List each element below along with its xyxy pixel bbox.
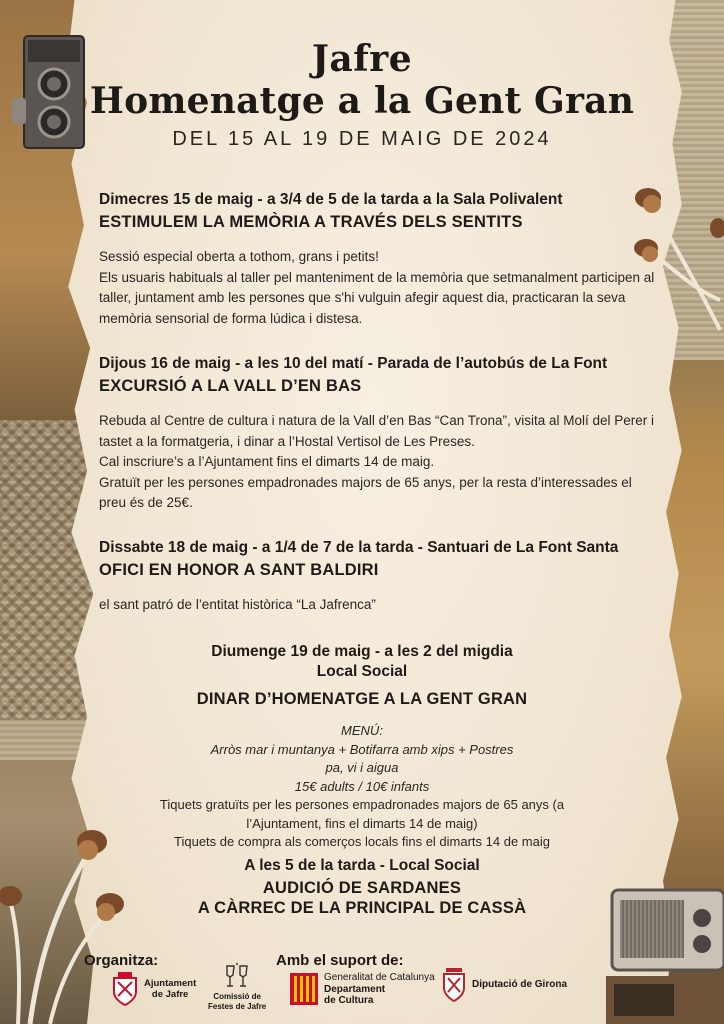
organitza-label: Organitza: [84,952,159,969]
diputacio-name: Diputació de Girona [472,978,568,990]
logo-ajuntament [112,972,196,1006]
description-line: Gratuït per les persones empadronades majors de 65 anys, per la resta d’interessades el preu és de 25€. [99,474,632,510]
logo-comissio [208,962,266,1012]
event-title: EXCURSIÓ A LA VALL D’EN BAS [99,377,362,395]
logo-diputacio [442,966,567,1002]
ticket-info: Tiquets de compra als comerços locals fins el dimarts 14 de maig [174,834,550,849]
event-sardanes [0,856,724,918]
comissio-name: Comissió de Festes de Jafre [208,992,267,1011]
event-title: DINAR D’HOMENATGE A LA GENT GRAN [196,690,528,708]
lunch-menu [0,722,724,852]
event-title: OFICI EN HONOR A SANT BALDIRI [99,561,379,579]
generalitat-name: Generalitat de Catalunya Departament de Cultura [324,972,435,1006]
event-description [99,411,659,514]
description-line: el sant patró de l’entitat històrica “La Jafrenca” [99,597,376,612]
event-sunday [0,642,724,852]
ticket-info: Tiquets gratuïts per les persones empadronades majors de 65 anys (a [159,797,565,812]
event-title: A CÀRREC DE LA PRINCIPAL DE CASSÀ [197,899,527,917]
ticket-info: l’Ajuntament, fins el dimarts 14 de maig) [246,815,478,831]
event-title: AUDICIÓ DE SARDANES [262,879,462,897]
event-heading: Diumenge 19 de maig - a les 2 del migdia [211,643,513,660]
suport-label: Amb el suport de: [276,952,404,969]
menu-drinks: pa, vi i aigua [325,760,399,775]
event-wednesday [99,190,659,329]
menu-dishes: Arròs mar i muntanya + Botifarra amb xips + Postres [210,741,514,757]
generalitat-flag-icon [290,973,318,1005]
event-description [99,595,659,616]
page-title-town: Jafre [311,38,413,80]
event-location: Local Social [316,663,408,680]
event-dates: DEL 15 AL 19 DE MAIG DE 2024 [172,128,552,150]
ajuntament-shield-icon [112,972,138,1006]
menu-price: 15€ adults / 10€ infants [294,778,430,794]
description-line: Els usuaris habituals al taller pel manteniment de la memòria que setmanalment participen al taller, juntament amb les persones que s'hi vulguin afegir aquest dia, practicaran la seva memòria sensorial de forma lúdica i distesa. [99,269,655,326]
event-heading: A les 5 de la tarda - Local Social [244,857,480,874]
description-line: Cal inscriure’s a l’Ajuntament fins el dimarts 14 de maig. [99,454,435,469]
event-saturday [99,538,659,616]
description-line: Sessió especial oberta a tothom, grans i petits! [99,249,379,264]
menu-label: MENÚ: [341,723,383,738]
ajuntament-name: Ajuntament de Jafre [144,978,197,1000]
description-line: Rebuda al Centre de cultura i natura de la Vall d’en Bas “Can Trona”, visita al Molí del Perer i tastet a la formatgeria, i dinar a l’Hostal Vertisol de Les Preses. [99,413,655,449]
event-title: ESTIMULEM LA MEMÒRIA A TRAVÉS DELS SENTITS [99,213,523,231]
champagne-glasses-icon [222,962,252,990]
page-title-event: Homenatge a la Gent Gran [89,80,635,122]
event-thursday [99,354,659,514]
diputacio-shield-icon [442,966,466,1002]
event-heading: Dimecres 15 de maig - a 3/4 de 5 de la tarda a la Sala Polivalent [99,191,563,208]
event-heading: Dissabte 18 de maig - a 1/4 de 7 de la tarda - Santuari de La Font Santa [99,539,619,556]
event-description [99,247,659,329]
logo-generalitat [290,972,435,1007]
event-heading: Dijous 16 de maig - a les 10 del matí - Parada de l’autobús de La Font [99,355,608,372]
